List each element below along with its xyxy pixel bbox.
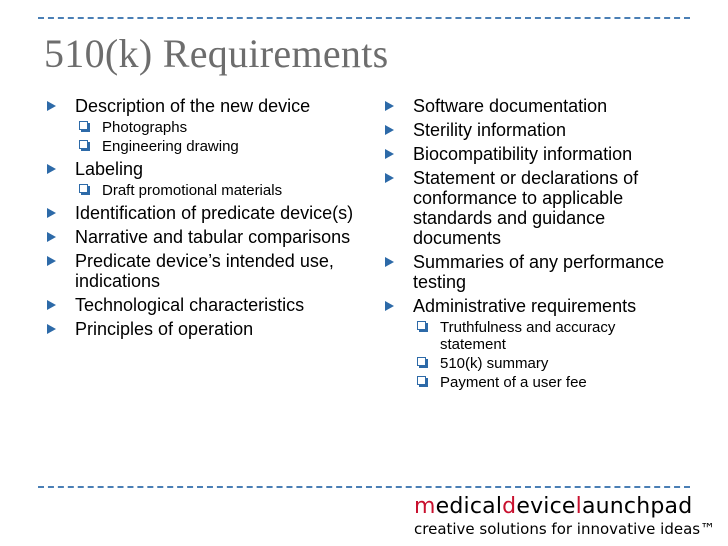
list-item-text: Labeling [75,159,144,179]
bullet-arrow-icon [385,173,394,183]
list-item-text: Identification of predicate device(s) [75,203,354,223]
sub-item-text: Draft promotional materials [102,182,283,199]
bullet-arrow-icon [385,149,394,159]
company-logo [414,494,714,538]
list-item [382,120,682,140]
bullet-arrow-icon [47,208,56,218]
checkbox-bullet-icon [79,121,88,130]
sub-list-item [75,182,354,199]
sub-item-text: 510(k) summary [440,355,549,372]
bullet-arrow-icon [47,232,56,242]
checkbox-bullet-icon [79,184,88,193]
checkbox-bullet-icon [417,357,426,366]
sub-item-text: Truthfulness and accuracy statement [440,319,616,353]
bullet-arrow-icon [47,164,56,174]
logo-word-medical: edical [435,494,503,519]
list-item [44,295,354,315]
logo-letter-m: m [414,494,436,519]
sub-list-item [413,374,682,391]
list-item [44,96,354,155]
bullet-arrow-icon [385,301,394,311]
checkbox-bullet-icon [417,321,426,330]
list-item-text: Administrative requirements [413,296,637,316]
left-bullet-column [44,96,354,339]
sub-list [75,182,354,199]
checkbox-bullet-icon [79,140,88,149]
list-item-text: Biocompatibility information [413,144,633,164]
sub-list [413,319,682,391]
list-item-text: Predicate device’s intended use, indications [75,251,334,291]
bullet-arrow-icon [47,256,56,266]
list-item [382,144,682,164]
list-item-text: Sterility information [413,120,567,140]
logo-letter-l: l [575,494,582,519]
logo-wordmark [414,494,714,520]
sub-item-text: Engineering drawing [102,138,239,155]
right-bullet-column [382,96,682,393]
sub-list-item [75,138,354,155]
list-item [382,168,682,248]
list-item-text: Software documentation [413,96,608,116]
sub-list [75,119,354,155]
list-item [44,203,354,223]
bullet-arrow-icon [385,257,394,267]
bullet-arrow-icon [47,324,56,334]
list-item [382,252,682,292]
list-item [44,227,354,247]
checkbox-bullet-icon [417,376,426,385]
list-item [44,159,354,199]
list-item-text: Summaries of any performance testing [413,252,665,292]
sub-item-text: Payment of a user fee [440,374,587,391]
list-item-text: Technological characteristics [75,295,305,315]
list-item-text: Narrative and tabular comparisons [75,227,351,247]
sub-item-text: Photographs [102,119,188,136]
bullet-arrow-icon [385,125,394,135]
bullet-arrow-icon [47,101,56,111]
slide-title: 510(k) Requirements [44,31,389,76]
list-item-text: Principles of operation [75,319,254,339]
list-item-text: Statement or declarations of conformance to applicable standards and guidance documents [413,168,639,248]
sub-list-item [75,119,354,136]
logo-letter-d: d [502,494,517,519]
bottom-dashed-rule [38,486,690,488]
logo-tagline: creative solutions for innovative ideas™ [414,520,716,538]
bullet-arrow-icon [385,101,394,111]
logo-word-launchpad: aunchpad [581,494,693,519]
sub-list-item [413,355,682,372]
sub-list-item [413,319,682,353]
list-item [382,296,682,391]
top-dashed-rule [38,17,690,19]
bullet-arrow-icon [47,300,56,310]
list-item [44,319,354,339]
list-item [382,96,682,116]
list-item [44,251,354,291]
logo-word-device: evice [516,494,576,519]
list-item-text: Description of the new device [75,96,311,116]
